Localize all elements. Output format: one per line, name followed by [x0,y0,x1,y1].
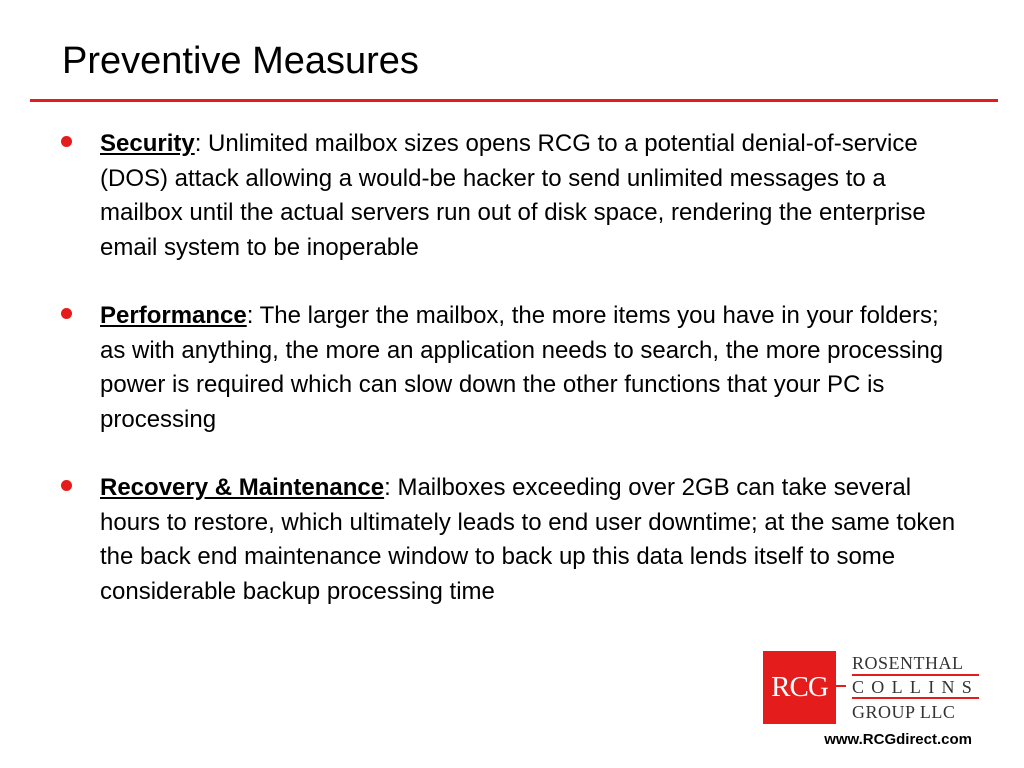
company-logo [763,651,979,724]
bullet-body: : The larger the mailbox, the more items you have in your folders; as with anything, the more an application needs to search, the more processing power is required which can slow down the other functions that your PC is processing [100,302,944,433]
logo-connector [836,685,846,687]
logo-name-line2: COLLINS [852,677,980,697]
logo-mark [763,651,836,724]
logo-rule-bottom [852,697,979,699]
title-divider [30,99,998,102]
bullet-body: : Mailboxes exceeding over 2GB can take several hours to restore, which ultimately leads to end user downtime; at the same token the back end maintenance window to back up this data lends itself to some considerable backup processing time [100,474,956,605]
bullet-body: : Unlimited mailbox sizes opens RCG to a potential denial-of-service (DOS) attack allowing a would-be hacker to send unlimited messages to a mailbox until the actual servers run out of disk space, rendering the enterprise email system to be inoperable [100,130,926,261]
bullet-item-security [0,127,1024,265]
bullet-heading: Recovery & Maintenance [100,474,385,501]
bullet-item-performance [0,299,1024,437]
bullet-dot [61,136,72,147]
logo-mark-text: RCG [771,671,828,703]
bullet-heading: Security [100,130,195,157]
logo-name-line3: GROUP LLC [852,702,956,722]
bullet-list [0,127,1024,643]
bullet-item-recovery [0,471,1024,609]
logo-name-line1: ROSENTHAL [852,653,964,673]
logo-rule-top [852,674,979,676]
bullet-dot [61,480,72,491]
bullet-dot [61,308,72,319]
bullet-heading: Performance [100,302,247,329]
slide-title: Preventive Measures [62,40,419,82]
website-url[interactable]: www.RCGdirect.com [824,731,972,748]
